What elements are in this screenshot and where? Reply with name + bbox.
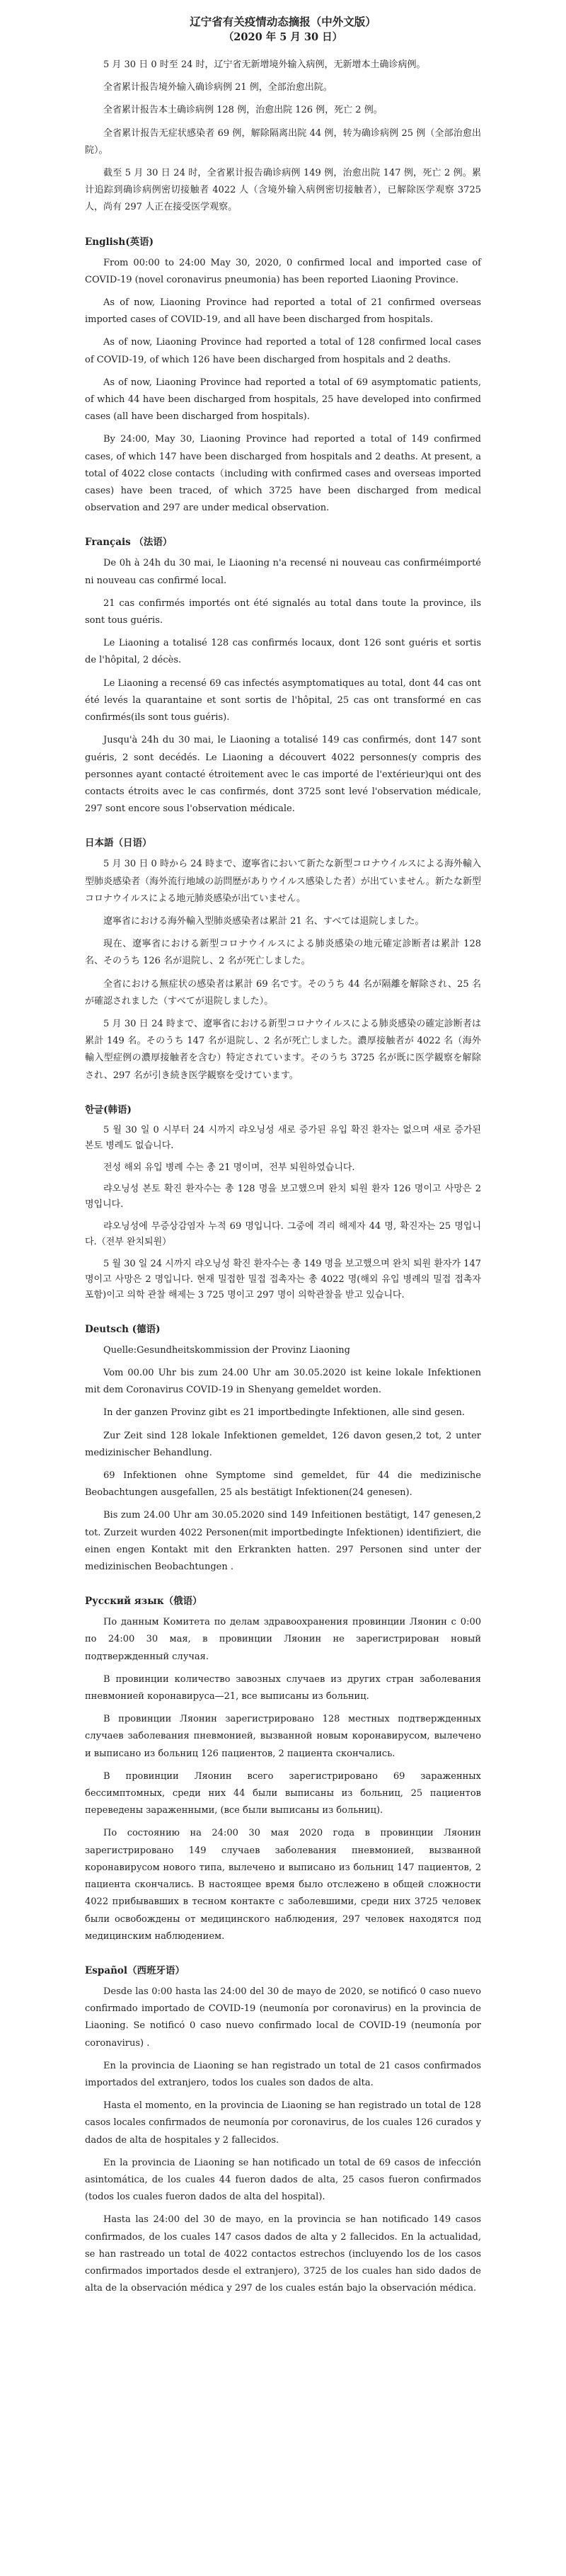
section-korean	[85, 1103, 481, 1304]
paragraph: Vom 00.00 Uhr bis zum 24.00 Uhr am 30.05.2020 ist keine lokale Infektionen mit dem Coronavirus COVID-19 in Shenyang gemeldet worden.	[85, 1368, 481, 1396]
paragraph: 5 월 30 일 24 시까지 랴오닝성 확진 환자수는 총 149 명을 보고했으며 완치 퇴원 환자가 147 명이고 사망은 2 명입니다. 현재 밀접한 밀접 접촉자는 총 4022 명(해외 유입 병례의 밀접 접촉자 포함)이고 의학 관찰 해제는 3 725 명이고 297 명이 의학관찰을 받고 있습니다.	[85, 1258, 481, 1301]
section-heading: English(英语)	[85, 236, 154, 248]
paragraph: 21 cas confirmés importés ont été signalés au total dans toute la province, ils sont tous guéris.	[85, 597, 481, 626]
paragraph: 69 Infektionen ohne Symptome sind gemeldet, für 44 die medizinische Beobachtungen ausgefallen, 25 als bestätigt Infektionen(24 genesen).	[85, 1470, 481, 1499]
paragraph: В провинции Ляонин зарегистрировано 128 местных подтвержденных случаев заболевания пневмонией, вызванной новым коронавирусом, вылечено и выписано из больниц 126 пациентов, 2 пациента скончались.	[85, 1714, 481, 1759]
paragraph: Bis zum 24.00 Uhr am 30.05.2020 sind 149 Infeitionen bestätigt, 147 genesen,2 tot. Zurzeit wurden 4022 Personen(mit importbedingte Infektionen) identifiziert, die einen engen Kontakt mit den Erkrankten hatten. 297 Personen sind unter der medizinischen Beobachtungen .	[85, 1510, 481, 1573]
paragraph: 全省累计报告境外输入确诊病例 21 例，全部治愈出院。	[103, 82, 333, 93]
paragraph: 5 月 30 日 0 时至 24 时，辽宁省无新增境外输入病例，无新增本土确诊病例。	[103, 59, 426, 70]
paragraph: En la provincia de Liaoning se han notificado un total de 69 casos de infección asintomática, de los cuales 44 fueron dados de alta, 25 casos fueron confirmados (todos los cuales fueron dados de alta del hospital).	[85, 2157, 481, 2203]
section-english	[85, 235, 481, 517]
section-heading: Deutsch (德语)	[85, 1323, 161, 1335]
paragraph: Quelle:Gesundheitskommission der Provinz Liaoning	[103, 1344, 350, 1356]
document-title: 辽宁省有关疫情动态摘报（中外文版）	[190, 15, 376, 28]
section-heading: Español（西班牙语）	[85, 1964, 185, 1976]
paragraph: 全省累计报告无症状感染者 69 例，解除隔离出院 44 例，转为确诊病例 25 例（全部治愈出院）。	[85, 127, 481, 156]
section-heading: 日本語（日语）	[85, 837, 152, 849]
paragraph: By 24:00, May 30, Liaoning Province had reported a total of 149 confirmed cases, of which 147 have been discharged from hospitals and 2 deaths. At present, a total of 4022 close contacts（including with confirmed cases and overseas imported cases) have been traced, of which 3725 have been discharged from medical observation and 297 are under medical observation.	[85, 434, 481, 514]
paragraph: Zur Zeit sind 128 lokale Infektionen gemeldet, 126 davon gesen,2 tot, 2 unter medizinischer Behandlung.	[85, 1430, 481, 1458]
paragraph: 全省における無症状の感染者は累計 69 名です。そのうち 44 名が隔離を解除され、25 名が確認されました（すべてが退院しました）。	[85, 978, 481, 1007]
section-german	[85, 1322, 481, 1576]
section-heading: Français （法语）	[85, 537, 173, 549]
paragraph: From 00:00 to 24:00 May 30, 2020, 0 confirmed local and imported case of COVID-19 (novel coronavirus pneumonia) has been reported Liaoning Province.	[85, 257, 481, 285]
paragraph: 現在、遼寧省における新型コロナウイルスによる肺炎感染の地元確定診断者は累計 128 名、そのうち 126 名が退院し、2 名が死亡しました。	[85, 939, 481, 967]
section-heading: 한글(韩语)	[85, 1104, 132, 1116]
paragraph: По данным Комитета по делам здравоохранения провинции Ляонин с 0:00 по 24:00 30 мая, в провинции Ляонин не зарегистрирован новый подтвержденный случая.	[85, 1617, 481, 1662]
paragraph: De 0h à 24h du 30 mai, le Liaoning n'a recensé ni nouveau cas confirméimporté ni nouveau cas confirmé local.	[85, 558, 481, 586]
section-heading: Русский язык（俄语）	[85, 1596, 202, 1608]
paragraph: En la provincia de Liaoning se han registrado un total de 21 casos confirmados importados del extranjero, todos los cuales son dados de alta.	[85, 2060, 481, 2088]
paragraph: Hasta las 24:00 del 30 de mayo, en la provincia se han notificado 149 casos confirmados, de los cuales 147 casos dados de alta y 2 fallecidos. En la actualidad, se han rastreado un total de 4022 contactos estrechos (incluyendo los de los casos confirmados importados desde el extranjero), 3725 de los cuales han sido dados de alta de la observación médica y 297 de los cuales están bajo la observación médica.	[85, 2214, 481, 2294]
paragraph: 랴오닝성에 무증상감염자 누적 69 명입니다. 그중에 격리 해제자 44 명, 확진자는 25 명입니다.（전부 완치퇴원）	[85, 1220, 481, 1248]
paragraph: 全省累计报告本土确诊病例 128 例，治愈出院 126 例，死亡 2 例。	[103, 105, 383, 116]
paragraph: Desde las 0:00 hasta las 24:00 del 30 de mayo de 2020, se notificó 0 caso nuevo confirmado importado de COVID-19 (neumonía por coronavirus) en la provincia de Liaoning. Se notificó 0 caso nuevo confirmado local de COVID-19 (neumonía por coronavirus) .	[85, 1986, 481, 2049]
paragraph: In der ganzen Provinz gibt es 21 importbedingte Infektionen, alle sind gesen.	[103, 1407, 466, 1419]
document-date: （2020 年 5 月 30 日）	[223, 31, 343, 43]
paragraph: 截至 5 月 30 日 24 时，全省累计报告确诊病例 149 例，治愈出院 147 例，死亡 2 例。累计追踪到确诊病例密切接触者 4022 人（含境外输入病例密切接触者），已解除医学观察 3725 人，尚有 297 人正在接受医学观察。	[85, 168, 481, 213]
section-japanese	[85, 836, 481, 1084]
paragraph: 5 월 30 일 0 시부터 24 시까지 랴오닝성 새로 증가된 유입 확진 환자는 없으며 새로 증가된 본토 병례도 없습니다.	[85, 1124, 481, 1152]
section-french	[85, 535, 481, 818]
paragraph: 5 月 30 日 0 時から 24 時まで、遼寧省において新たな新型コロナウイルスによる海外輸入型肺炎感染者（海外流行地域の訪問歴がありウイルス感染した者）が出ていません。新たな新型コロナウイルスによる地元肺炎感染が出ていません。	[85, 859, 481, 904]
paragraph: Jusqu'à 24h du 30 mai, le Liaoning a totalisé 149 cas confirmés, dont 147 sont guéris, 2 sont decédés. Le Liaoning a découvert 4022 personnes(y compris des personnes ayant contacté étroitement avec le cas importé de l'extérieur)qui ont des contacts étroits avec le cas confirmés, dont 3725 sont levé l'observation médicale, 297 sont encore sous l'observation médicale.	[85, 735, 481, 815]
paragraph: В провинции количество завозных случаев из других стран заболевания пневмонией коронавируса—21, все выписаны из больниц.	[85, 1673, 481, 1702]
paragraph: As of now, Liaoning Province had reported a total of 21 confirmed overseas imported cases of COVID-19, and all have been discharged from hospitals.	[85, 297, 481, 326]
paragraph: Le Liaoning a totalisé 128 cas confirmés locaux, dont 126 sont guéris et sortis de l'hôpital, 2 décès.	[85, 638, 481, 666]
paragraph: 전성 해외 유입 병례 수는 총 21 명이며，전부 퇴원하였습니다.	[103, 1162, 355, 1173]
paragraph: 5 月 30 日 24 時まで、遼寧省における新型コロナウイルスによる肺炎感染の確定診断者は累計 149 名。そのうち 147 名が退院し、2 名が死亡しました。濃厚接触者が 4022 名（海外輸入型症例の濃厚接触者を含む）特定されています。そのうち 3725 名が既に医学観察を解除され、297 名が引き続き医学観察を受けています。	[85, 1018, 481, 1081]
paragraph: As of now, Liaoning Province had reported a total of 128 confirmed local cases of COVID-19, of which 126 have been discharged from hospitals and 2 deaths.	[85, 337, 481, 365]
section-spanish	[85, 1964, 481, 2297]
paragraph: 遼寧省における海外輸入型肺炎感染者は累計 21 名、すべては退院しました。	[103, 915, 424, 927]
paragraph: As of now, Liaoning Province had reported a total of 69 asymptomatic patients, of which 44 have been discharged from hospitals, 25 have developed into confirmed cases (all have been discharged from hospitals).	[85, 377, 481, 423]
paragraph: Le Liaoning a recensé 69 cas infectés asymptomatiques au total, dont 44 cas ont été levés la quarantaine et sont sortis de l'hôpital, 25 cas ont transformé en cas confirmés(ils sont tous guéris).	[85, 677, 481, 723]
section-russian	[85, 1594, 481, 1945]
paragraph: По состоянию на 24:00 30 мая 2020 года в провинции Ляонин зарегистрировано 149 случаев заболевания пневмонией, вызванной коронавирусом нового типа, вылечено и выписано из больниц 147 пациентов, 2 пациента скончались. В настоящее время было отслежено в общей сложности 4022 прибывавших в тесном контакте с заболевшими, среди них 3725 человек были освобождены от медицинского наблюдения, 297 человек находятся под медицинским наблюдением.	[85, 1828, 481, 1942]
paragraph: Hasta el momento, en la provincia de Liaoning se han registrado un total de 128 casos locales confirmados de neumonía por coronavirus, de los cuales 126 curados y dados de alta de hospitales y 2 fallecidos.	[85, 2100, 481, 2146]
paragraph: 랴오닝성 본토 확진 환자수는 총 128 명을 보고했으며 완치 퇴원 환자 126 명이고 사망은 2 명입니다.	[85, 1183, 481, 1210]
section-chinese	[85, 57, 481, 217]
paragraph: В провинции Ляонин всего зарегистрировано 69 зараженных бессимптомных, среди них 44 были выписаны из больниц, 25 пациентов переведены зараженными, (все были выписаны из больниц).	[85, 1770, 481, 1816]
